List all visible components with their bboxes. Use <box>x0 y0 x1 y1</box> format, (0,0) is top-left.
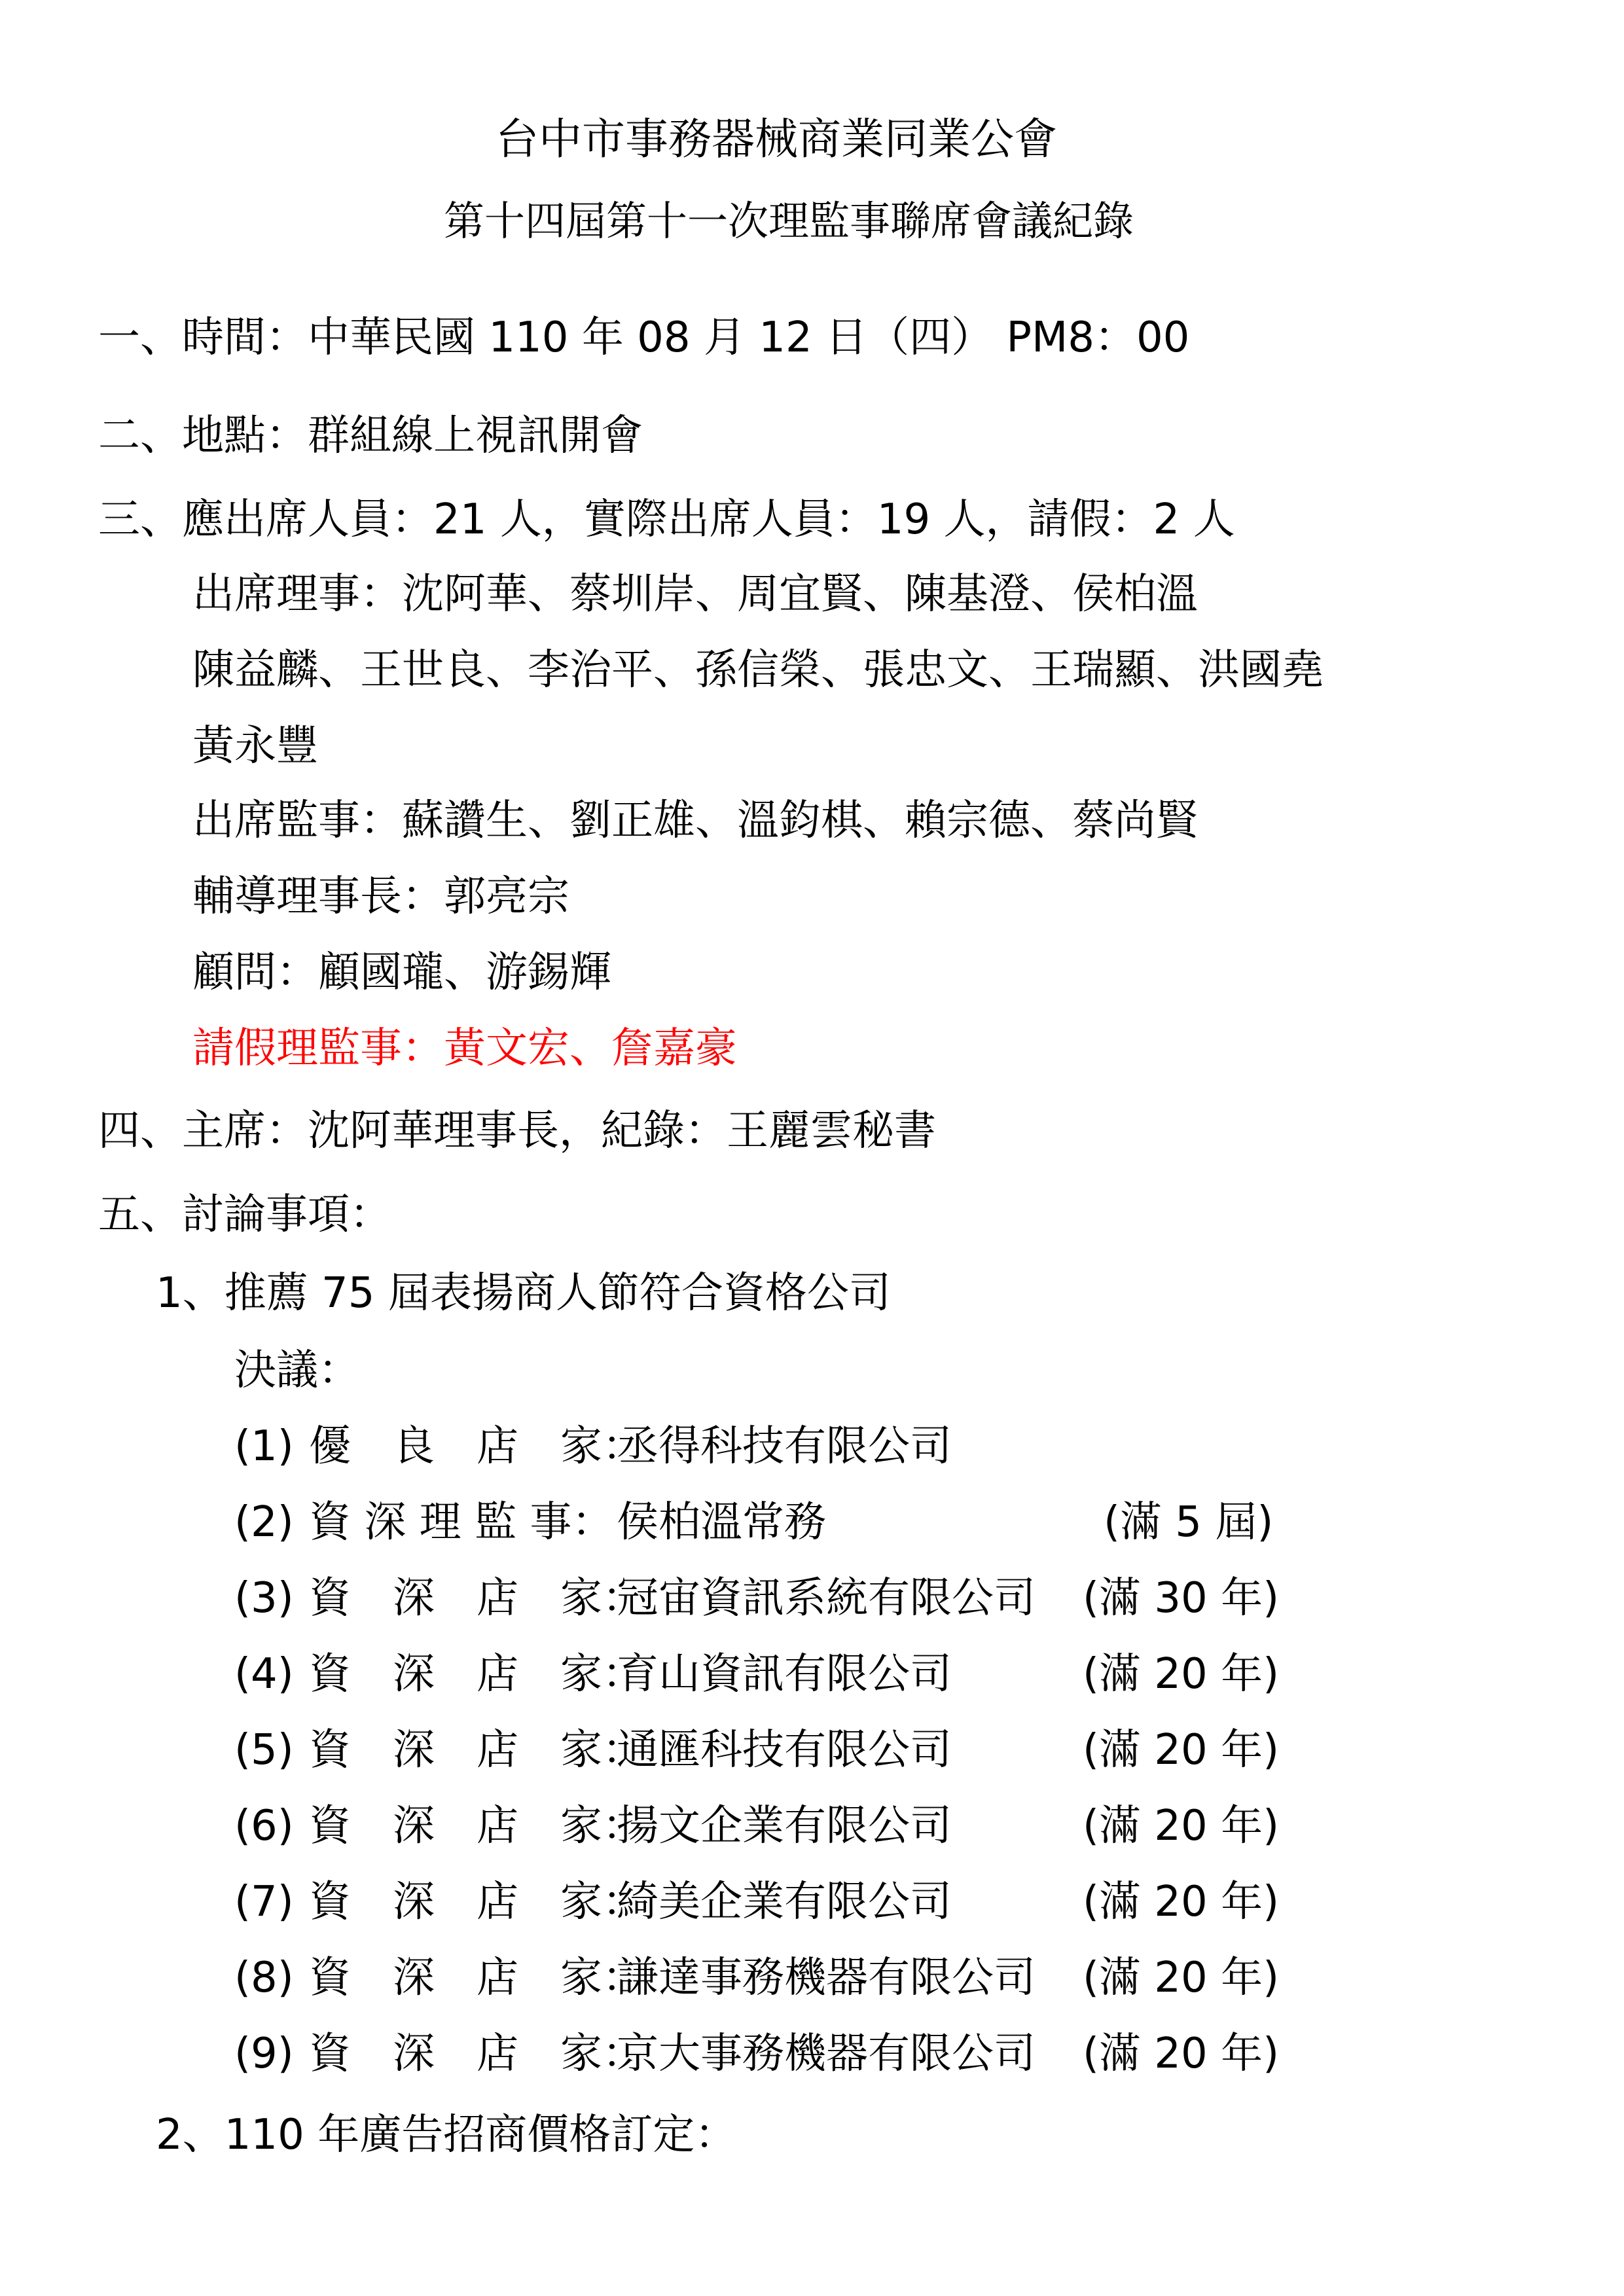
attending-supervisors: 出席監事：蘇讚生、劉正雄、溫鈞棋、賴宗德、蔡尚賢 <box>192 797 1198 845</box>
section-discussion: 五、討論事項： <box>98 1191 391 1239</box>
row-category: 資 深 店 家： <box>309 1954 644 2002</box>
row-number: (2) <box>234 1498 294 1547</box>
row-number: (1) <box>234 1422 294 1471</box>
row-number: (3) <box>234 1574 294 1623</box>
row-number: (5) <box>234 1726 294 1774</box>
row-note: (滿 20 年) <box>1083 1726 1280 1774</box>
row-number: (8) <box>234 1954 294 2002</box>
row-company: 通匯科技有限公司 <box>617 1726 952 1774</box>
row-note: (滿 20 年) <box>1083 1802 1280 1850</box>
row-company: 冠宙資訊系統有限公司 <box>617 1574 1036 1623</box>
section-place: 二、地點：群組線上視訊開會 <box>98 412 643 460</box>
row-category: 優 良 店 家： <box>309 1422 644 1471</box>
row-company: 謙達事務機器有限公司 <box>617 1954 1036 2002</box>
item-1-title: 1、推薦 75 屆表揚商人節符合資格公司 <box>156 1269 891 1318</box>
row-company: 綺美企業有限公司 <box>617 1878 952 1926</box>
row-company: 揚文企業有限公司 <box>617 1802 952 1850</box>
row-category: 資 深 店 家： <box>309 1726 644 1774</box>
row-number: (9) <box>234 2030 294 2078</box>
row-note: (滿 20 年) <box>1083 1878 1280 1926</box>
row-note: (滿 20 年) <box>1083 1954 1280 2002</box>
attending-directors-line-2: 陳益麟、王世良、李治平、孫信榮、張忠文、王瑞顯、洪國堯 <box>192 646 1324 694</box>
row-note: (滿 5 屆) <box>1104 1498 1274 1547</box>
row-company: 育山資訊有限公司 <box>617 1650 952 1698</box>
row-number: (6) <box>234 1802 294 1850</box>
row-note: (滿 20 年) <box>1083 1650 1280 1698</box>
section-time: 一、時間：中華民國 110 年 08 月 12 日（四） PM8：00 <box>98 314 1190 362</box>
row-category: 資 深 店 家： <box>309 1574 644 1623</box>
row-company: 侯柏溫常務 <box>617 1498 826 1547</box>
document-title: 台中市事務器械商業同業公會 <box>496 114 1057 164</box>
attending-directors-line-3: 黃永豐 <box>192 722 318 770</box>
row-note: (滿 30 年) <box>1083 1574 1280 1623</box>
row-category: 資 深 店 家： <box>309 1650 644 1698</box>
row-category: 資 深 理 監 事： <box>309 1498 614 1547</box>
resolution-label: 決議： <box>234 1346 360 1395</box>
row-number: (4) <box>234 1650 294 1698</box>
row-category: 資 深 店 家： <box>309 2030 644 2078</box>
row-category: 資 深 店 家： <box>309 1802 644 1850</box>
leave-of-absence: 請假理監事：黃文宏、詹嘉豪 <box>192 1024 737 1073</box>
row-number: (7) <box>234 1878 294 1926</box>
section-chair: 四、主席：沈阿華理事長，紀錄：王麗雲秘書 <box>98 1107 936 1155</box>
section-attendees: 三、應出席人員：21 人，實際出席人員：19 人，請假：2 人 <box>98 495 1235 544</box>
advisors: 顧問：顧國瓏、游錫輝 <box>192 948 611 997</box>
attending-directors-line-1: 出席理事：沈阿華、蔡圳岸、周宜賢、陳基澄、侯柏溫 <box>192 570 1198 619</box>
row-note: (滿 20 年) <box>1083 2030 1280 2078</box>
document-subtitle: 第十四屆第十一次理監事聯席會議紀錄 <box>444 197 1134 245</box>
row-company: 京大事務機器有限公司 <box>617 2030 1036 2078</box>
row-company: 丞得科技有限公司 <box>617 1422 952 1471</box>
item-2-title: 2、110 年廣告招商價格訂定： <box>156 2111 737 2159</box>
row-category: 資 深 店 家： <box>309 1878 644 1926</box>
guidance-chairman: 輔導理事長：郭亮宗 <box>192 872 569 921</box>
